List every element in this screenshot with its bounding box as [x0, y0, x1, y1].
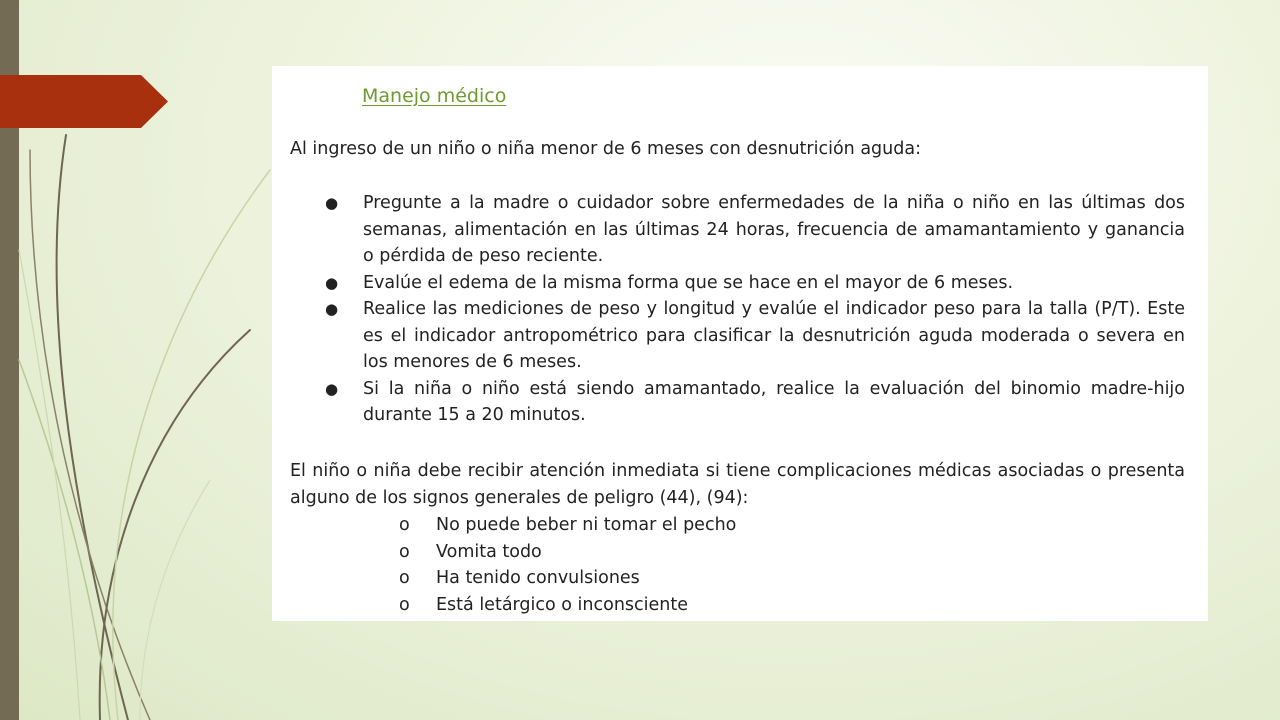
- bullet-icon: ●: [325, 379, 339, 398]
- bullet-icon: ●: [325, 273, 339, 292]
- circle-bullet-icon: o: [399, 515, 410, 535]
- circle-bullet-icon: o: [399, 594, 410, 615]
- list-item: ● Pregunte a la madre o cuidador sobre enfermedades de la niña o niño en las últimas dos semanas, alimentación en las últimas 24 horas, frecuencia de amamantamiento y ganancia o pérdida de peso reciente.: [363, 190, 1185, 270]
- danger-signs-list: [399, 512, 737, 618]
- bullet-icon: ●: [325, 194, 339, 212]
- document-title: Manejo médico: [362, 85, 507, 107]
- intro-text: Al ingreso de un niño o niña menor de 6 meses con desnutrición aguda:: [290, 139, 921, 159]
- list-item: o No puede beber ni tomar el pecho: [436, 512, 736, 539]
- list-item: ● Realice las mediciones de peso y longitud y evalúe el indicador peso para la talla (P/T). Este es el indicador antropométrico para clasificar la desnutrición aguda moderada o severa en los menores de 6 meses.: [363, 296, 1185, 376]
- list-item: o Está letárgico o inconsciente: [436, 592, 736, 619]
- circle-bullet-icon: o: [399, 541, 410, 562]
- list-item: ● Si la niña o niño está siendo amamantado, realice la evaluación del binomio madre-hijo durante 15 a 20 minutos.: [363, 376, 1185, 429]
- list-item: o Ha tenido convulsiones: [436, 565, 736, 592]
- list-item: ● Evalúe el edema de la misma forma que se hace en el mayor de 6 meses.: [363, 270, 1185, 297]
- list-item: o Vomita todo: [436, 539, 736, 566]
- danger-signs-intro: El niño o niña debe recibir atención inmediata si tiene complicaciones médicas asociadas o presenta alguno de los signos generales de peligro (44), (94):: [290, 461, 1185, 508]
- circle-bullet-icon: o: [399, 568, 410, 588]
- red-arrow-tab: [0, 75, 168, 128]
- bullet-icon: ●: [325, 300, 339, 318]
- document-image: [272, 66, 1208, 621]
- bullet-list: [325, 190, 1185, 429]
